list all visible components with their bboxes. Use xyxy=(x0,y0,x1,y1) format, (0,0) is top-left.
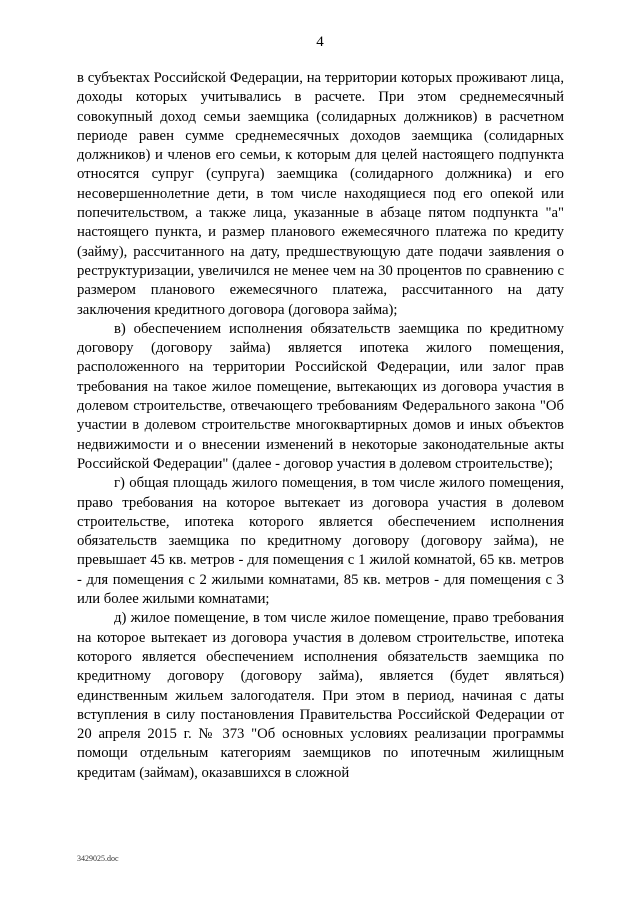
paragraph-item-g: г) общая площадь жилого помещения, в том числе жилого помещения, право требования на которое вытекает из договора участия в долевом строительстве, ипотека которого является обеспечением исполнения обязательств заемщика по кредитному договору (договору займа), не превышает 45 кв. метров - для помещения с 1 жилой комнатой, 65 кв. метров - для помещения с 2 жилыми комнатами, 85 кв. метров - для помещения с 3 или более жилыми комнатами; xyxy=(77,475,564,608)
footer-file-name: 3429025.doc xyxy=(77,854,119,863)
paragraph-continuation: в субъектах Российской Федерации, на территории которых проживают лица, доходы которых учитывались в расчете. При этом среднемесячный совокупный доход семьи заемщика (солидарных должников) в расчетном периоде равен сумме среднемесячных доходов заемщика (солидарных должников) и членов его семьи, к которым для целей настоящего подпункта относятся супруг (супруга) заемщика (солидарного должника) и его несовершеннолетние дети, в том числе находящиеся под его опекой или попечительством, а также лица, указанные в абзаце пятом подпункта "а" настоящего пункта, и размер планового ежемесячного платежа по кредиту (займу), рассчитанного на дату, предшествующую дате подачи заявления о реструктуризации, увеличился не менее чем на 30 процентов по сравнению с размером планового ежемесячного платежа, рассчитанного на дату заключения кредитного договора (договора займа); xyxy=(77,70,564,318)
body-text xyxy=(77,69,564,783)
paragraph-item-d: д) жилое помещение, в том числе жилое помещение, право требования на которое вытекает из договора участия в долевом строительстве, ипотека которого является обеспечением исполнения обязательств заемщика по кредитному договору (договору займа), является (будет являться) единственным жильем залогодателя. При этом в период, начиная с даты вступления в силу постановления Правительства Российской Федерации от 20 апреля 2015 г. № 373 "Об основных условиях реализации программы помощи отдельным категориям заемщиков по ипотечным жилищным кредитам (займам), оказавшихся в сложной xyxy=(77,610,564,781)
page-number: 4 xyxy=(316,34,324,50)
paragraph-item-v: в) обеспечением исполнения обязательств заемщика по кредитному договору (договору займа) является ипотека жилого помещения, расположенного на территории Российской Федерации, или залог прав требования на такое жилое помещение, вытекающих из договора участия в долевом строительстве, отвечающего требованиям Федерального закона "Об участии в долевом строительстве многоквартирных домов и иных объектов недвижимости и о внесении изменений в некоторые законодательные акты Российской Федерации" (далее - договор участия в долевом строительстве); xyxy=(77,320,564,472)
